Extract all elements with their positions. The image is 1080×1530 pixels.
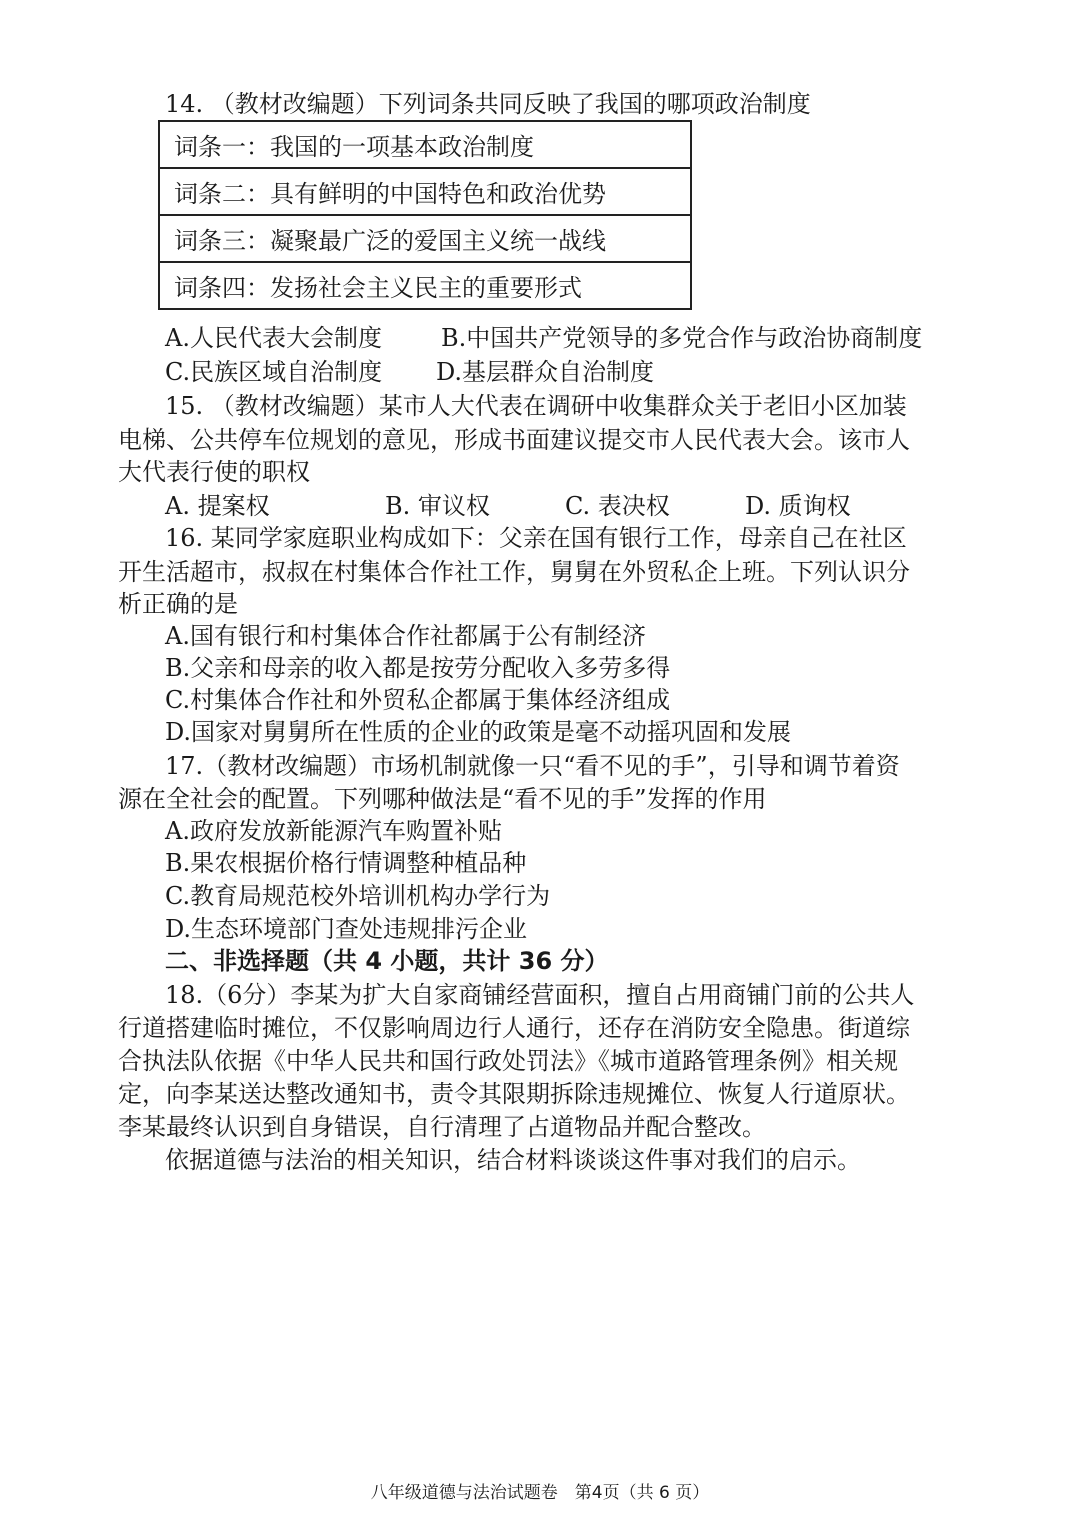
q17-line-2: 源在全社会的配置。下列哪种做法是“看不见的手”发挥的作用 [118,785,767,813]
q14-term-1: 词条一：我国的一项基本政治制度 [159,121,691,168]
q14-term-2: 词条二：具有鲜明的中国特色和政治优势 [159,168,691,215]
q14-stem: 14. （教材改编题）下列词条共同反映了我国的哪项政治制度 [165,90,811,118]
q17-option-c: C.教育局规范校外培训机构办学行为 [165,882,551,910]
q15-line-2: 电梯、公共停车位规划的意见，形成书面建议提交市人民代表大会。该市人 [118,426,910,454]
q14-terms-table [158,120,692,310]
q15-option-d: D. 质询权 [745,492,851,520]
q15-option-b: B. 审议权 [385,492,490,520]
q18-prompt: 依据道德与法治的相关知识，结合材料谈谈这件事对我们的启示。 [165,1146,861,1174]
q16-line-2: 开生活超市，叔叔在村集体合作社工作，舅舅在外贸私企上班。下列认识分 [118,558,910,586]
q15-option-c: C. 表决权 [565,492,670,520]
q14-term-3: 词条三：凝聚最广泛的爱国主义统一战线 [159,215,691,262]
page-footer: 八年级道德与法治试题卷 第4页（共 6 页） [370,1483,710,1503]
q16-option-d: D.国家对舅舅所在性质的企业的政策是毫不动摇巩固和发展 [165,718,792,746]
q14-option-c: C.民族区域自治制度 [165,358,383,386]
q18-line-1: 18.（6分）李某为扩大自家商铺经营面积，擅自占用商铺门前的公共人 [165,981,915,1009]
q14-term-4: 词条四：发扬社会主义民主的重要形式 [159,262,691,309]
q18-line-3: 合执法队依据《中华人民共和国行政处罚法》《城市道路管理条例》相关规 [118,1047,898,1075]
q18-line-5: 李某最终认识到自身错误，自行清理了占道物品并配合整改。 [118,1113,766,1141]
q14-option-b: B.中国共产党领导的多党合作与政治协商制度 [441,324,923,352]
q18-line-2: 行道搭建临时摊位，不仅影响周边行人通行，还存在消防安全隐患。街道综 [118,1014,910,1042]
q15-option-a: A. 提案权 [165,492,270,520]
q14-option-d: D.基层群众自治制度 [436,358,655,386]
q17-option-a: A.政府发放新能源汽车购置补贴 [165,817,502,845]
q16-option-b: B.父亲和母亲的收入都是按劳分配收入多劳多得 [165,654,671,682]
q17-option-b: B.果农根据价格行情调整种植品种 [165,849,527,877]
q15-line-3: 大代表行使的职权 [118,458,310,486]
q15-line-1: 15. （教材改编题）某市人大代表在调研中收集群众关于老旧小区加装 [165,392,907,420]
q17-line-1: 17.（教材改编题）市场机制就像一只“看不见的手”，引导和调节着资 [165,752,900,780]
q18-line-4: 定，向李某送达整改通知书，责令其限期拆除违规摊位、恢复人行道原状。 [118,1080,910,1108]
q16-line-1: 16. 某同学家庭职业构成如下：父亲在国有银行工作，母亲自己在社区 [165,524,907,552]
q14-option-a: A.人民代表大会制度 [165,324,382,352]
q16-option-c: C.村集体合作社和外贸私企都属于集体经济组成 [165,686,671,714]
q17-option-d: D.生态环境部门查处违规排污企业 [165,915,528,943]
section-2-heading: 二、非选择题（共 4 小题，共计 36 分） [165,947,609,975]
q16-option-a: A.国有银行和村集体合作社都属于公有制经济 [165,622,646,650]
q16-line-3: 析正确的是 [118,590,238,618]
